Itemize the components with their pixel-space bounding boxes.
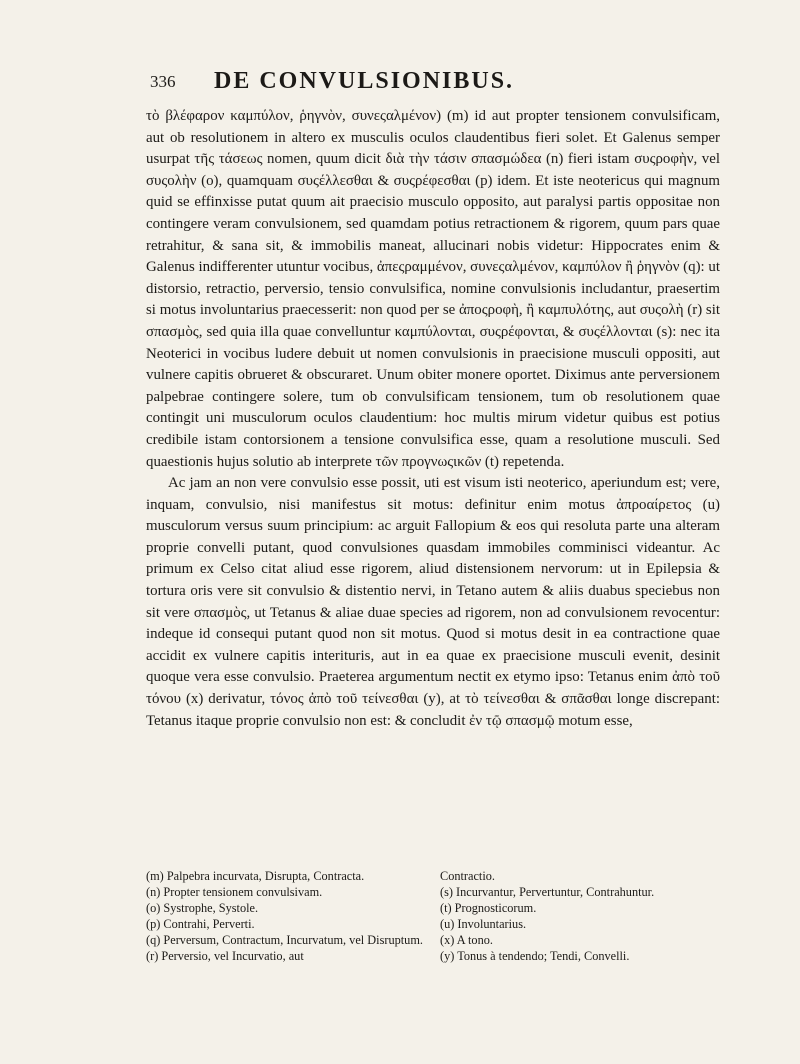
- footnotes-left-column: [146, 868, 426, 965]
- footnote: (y) Tonus à tendendo; Tendi, Convelli.: [440, 949, 630, 964]
- footnote: (u) Involuntarius.: [440, 917, 527, 932]
- footnote: (t) Prognosticorum.: [440, 901, 537, 916]
- footnote: (q) Perversum, Contractum, Incurvatum, vel Disruptum.: [146, 933, 423, 948]
- footnote: (o) Systrophe, Systole.: [146, 901, 259, 916]
- footnotes-right-column: [440, 868, 720, 965]
- paragraph: Ac jam an non vere convulsio esse possit, uti est visum isti neoterico, aperiundum est; vere, inquam, convulsio, nisi manifestus sit motus: definitur enim motus ἀπροαίρετος (u) musculorum versus suum principium: ac arguit Fallopium & eos qui resoluta parte una alteram proprie convelli putant, quod convulsiones quasdam immobiles comminisci videantur. Ac primum ex Celso citat aliud esse rigorem, aliud distensionem nervorum: ut in Epilepsia & tortura oris vere sit convulsio & distentio nervi, in Tetano autem & aliis duabus speciebus non sit vere σπασμὸς, ut Tetanus & aliae duae species ad rigorem, non ad convulsionem revocentur: indeque id consequi putant quod non sit motus. Quod si motus desit in ea contractione quae accidit ex vulnere capitis interituris, aut in ea quae ex praecisione musculi evenit, desinit quoque vera esse convulsio. Praeterea argumentum nectit ex etymo ipso: Tetanus enim ἀπὸ τοῦ τόνου (x) derivatur, τόνος ἀπὸ τοῦ τείνεσθαι (y), at τὸ τείνεσθαι & σπᾶσθαι longe discrepant: Tetanus itaque proprie convulsio non est: & concludit ἐν τῷ σπασμῷ motum esse,: [146, 475, 720, 729]
- footnote: (s) Incurvantur, Pervertuntur, Contrahuntur.: [440, 885, 655, 900]
- page-number: 336: [150, 72, 176, 91]
- footnote: Contractio.: [440, 869, 495, 883]
- footnote: (r) Perversio, vel Incurvatio, aut: [146, 949, 304, 964]
- body-text: [146, 106, 720, 732]
- running-title: DE CONVULSIONIBUS.: [214, 68, 515, 94]
- paragraph: τὸ βλέφαρον καμπύλον, ῥηγνὸν, συνεςαλμένον) (m) id aut propter tensionem convulsificam, aut ob resolutionem in altero ex musculis oculos claudentibus fieri solet. Et Galenus semper usurpat τῆς τάσεως nomen, quum dicit διὰ τὴν τάσιν σπασμώδεα (n) fieri istam συςροφὴν, vel συςολὴν (o), quamquam συςέλλεσθαι & συςρέφεσθαι (p) idem. Et iste neotericus qui magnum quid se effinxisse putat quum ait praecisio musculo opposito, aut paralysi partis oppositae non contingere veram convulsionem, sed quamdam potius retractionem & rigorem, quum pars quae retrahitur, & sana sit, & immobilis maneat, allucinari nobis videtur: Hippocrates enim & Galenus indifferenter utuntur vocibus, ἀπεςραμμένον, συνεςαλμένον, καμπύλον ἢ ῥηγνὸν (q): ut distorsio, retractio, perversio, tensio convulsifica, nomine convulsionis includantur, praesertim si motus involuntarius praecesserit: non quod per se ἀποςροφὴ, ἢ καμπυλότης, aut συςολὴ (r) sit σπασμὸς, sed quia illa quae convelluntur καμπύλονται, συςρέφονται, & συςέλλονται (s): nec ita Neoterici in vocibus ludere debuit ut nomen convulsionis in praecisione musculi oppositi, aut vulnere capitis obrueret & obscuraret. Unum obiter monere oportet. Diximus ante perversionem palpebrae contingere solere, tum ob convulsificam tensionem, tum ob resolutionem quae contingit uni musculorum oculos claudentium: hoc multis mirum videtur quibus est potius credibile istam contorsionem a tensione convulsifica esse, quam a resolutione musculi. Sed quaestionis hujus solutio ab interprete τῶν προγνωςικῶν (t) repetenda.: [146, 108, 720, 470]
- footnotes: [146, 868, 720, 965]
- footnote: (p) Contrahi, Perverti.: [146, 917, 255, 932]
- footnote: (x) A tono.: [440, 933, 493, 948]
- footnote: (n) Propter tensionem convulsivam.: [146, 885, 323, 900]
- footnote: (m) Palpebra incurvata, Disrupta, Contracta.: [146, 869, 365, 883]
